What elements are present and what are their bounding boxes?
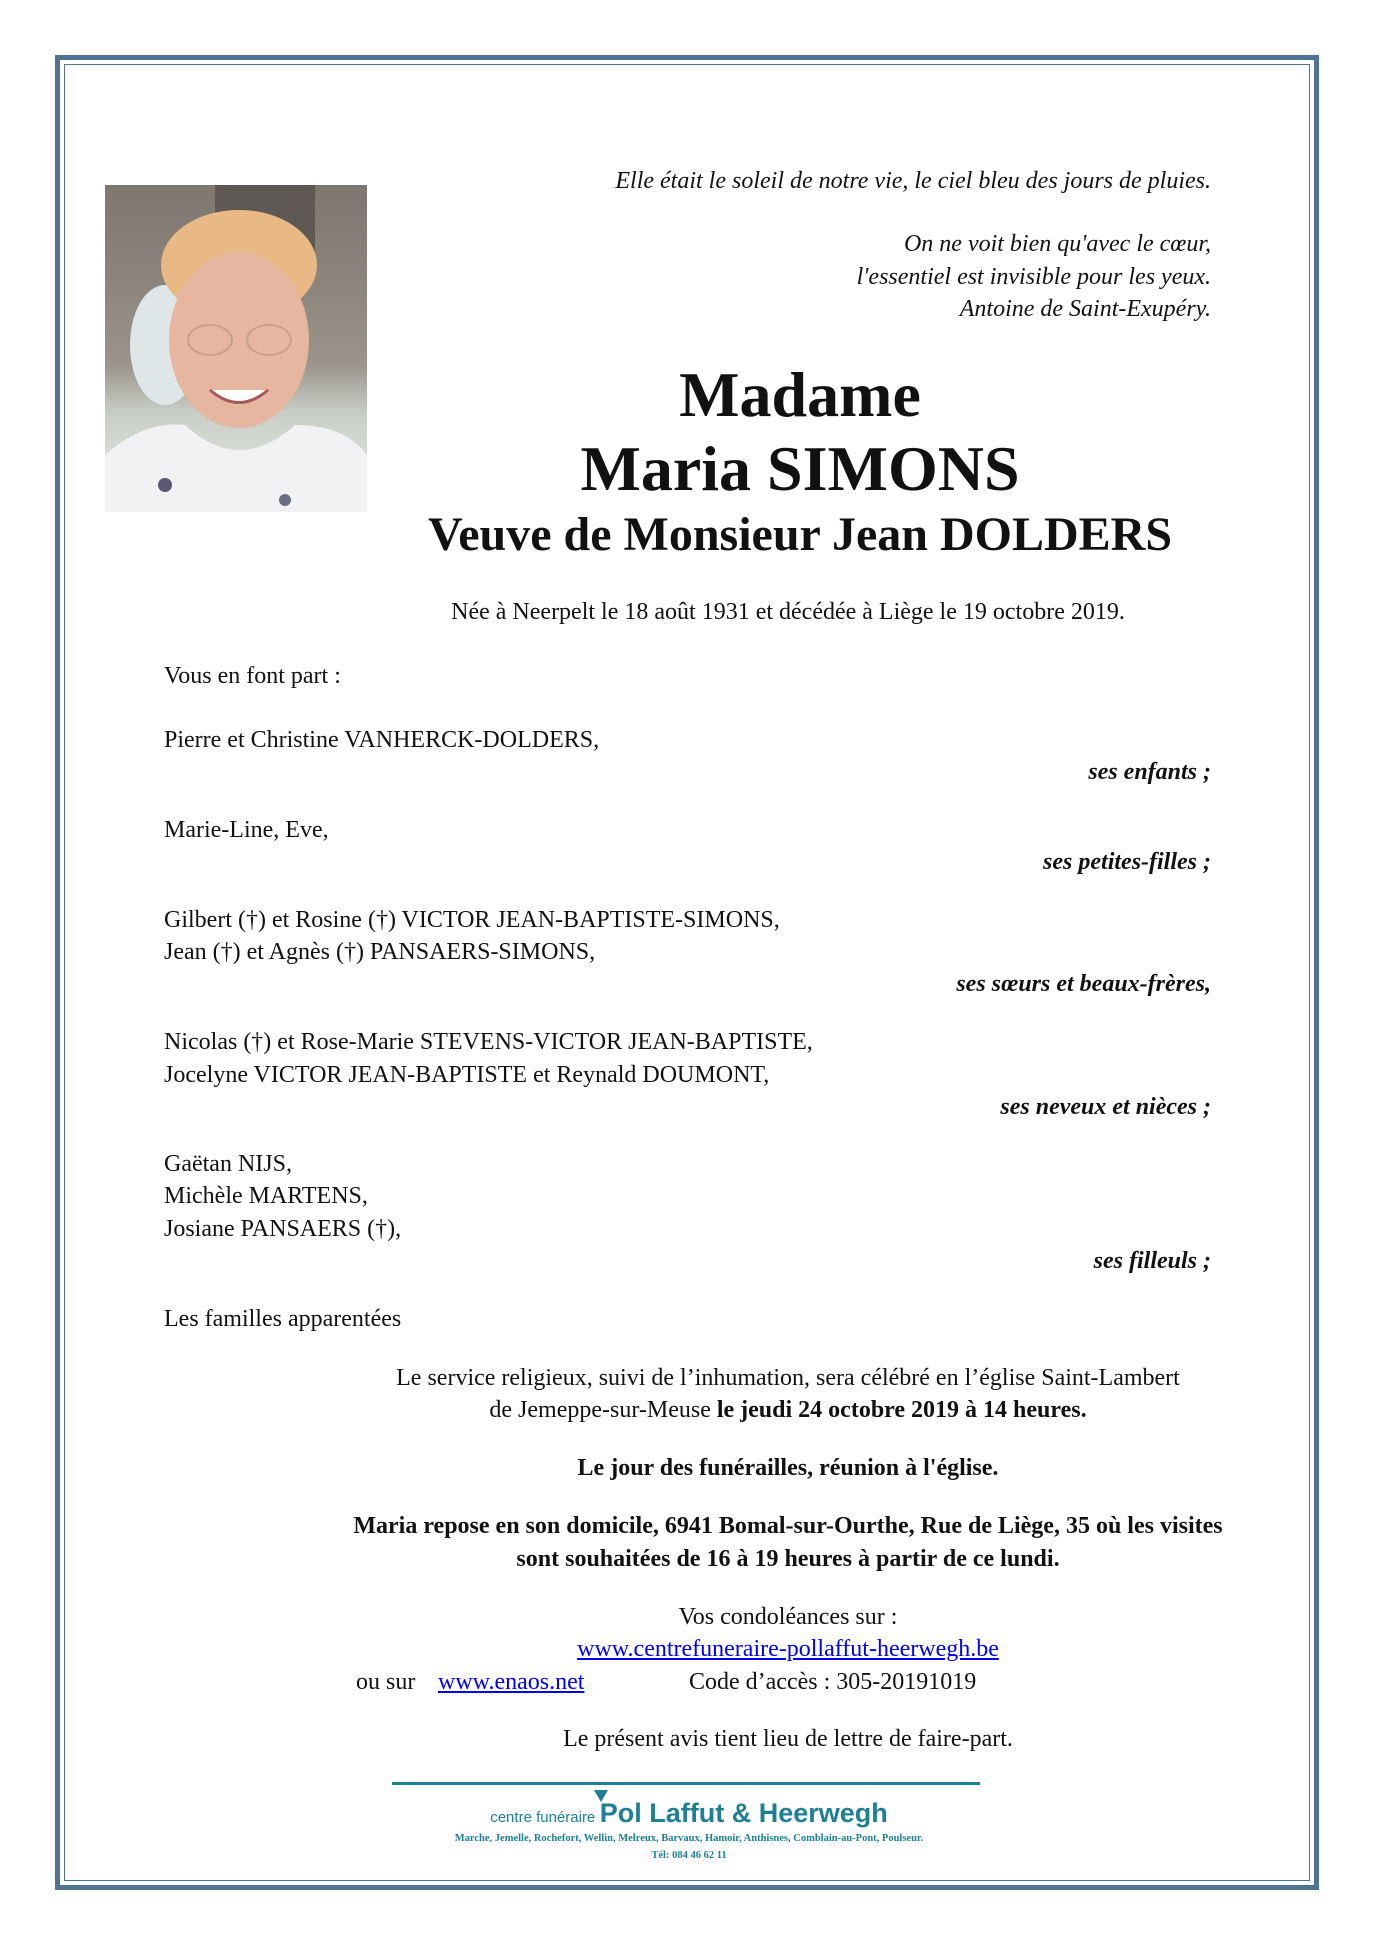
logo-brand: Pol Laffut & Heerwegh: [599, 1798, 888, 1828]
family-name: Josiane PANSAERS (†),: [164, 1216, 402, 1242]
family-relation: ses filleuls ;: [1093, 1248, 1211, 1274]
service-place: de Jemeppe-sur-Meuse: [489, 1397, 717, 1423]
portrait-photo: [105, 185, 367, 512]
family-name: Gaëtan NIJS,: [164, 1151, 292, 1177]
logo-locations: Marche, Jemelle, Rochefort, Wellin, Melreux, Barvaux, Hamoir, Anthisnes, Comblain-au-Pont, Poulseur.: [454, 1833, 924, 1844]
honorific: Madame: [679, 359, 921, 430]
enaos-link[interactable]: www.enaos.net: [438, 1669, 585, 1695]
family-relation: ses enfants ;: [1088, 759, 1211, 785]
widow-of: Veuve de Monsieur Jean DOLDERS: [427, 508, 1173, 561]
family-name: Gilbert (†) et Rosine (†) VICTOR JEAN-BAPTISTE-SIMONS,: [164, 907, 780, 933]
family-name: Jean (†) et Agnès (†) PANSAERS-SIMONS,: [164, 939, 596, 965]
service-line-2: [200, 1394, 1376, 1426]
family-relation: ses petites-filles ;: [1043, 849, 1211, 875]
gathering: Le jour des funérailles, réunion à l'église.: [577, 1455, 999, 1481]
deceased-name: Maria SIMONS: [580, 433, 1020, 504]
enaos-link-wrap: [438, 1666, 584, 1698]
logo-prefix: centre funéraire: [490, 1809, 596, 1826]
related-families: Les familles apparentées: [164, 1306, 402, 1332]
birth-death: Née à Neerpelt le 18 août 1931 et décédée à Liège le 19 octobre 2019.: [451, 599, 1125, 625]
family-name: Michèle MARTENS,: [164, 1183, 368, 1209]
family-name: Jocelyne VICTOR JEAN-BAPTISTE et Reynald DOUMONT,: [164, 1062, 770, 1088]
condolences-label: Vos condoléances sur :: [678, 1604, 898, 1630]
quote-line: l'essentiel est invisible pour les yeux.: [856, 264, 1211, 290]
service-datetime: le jeudi 24 octobre 2019 à 14 heures.: [716, 1397, 1087, 1423]
family-name: Nicolas (†) et Rose-Marie STEVENS-VICTOR JEAN-BAPTISTE,: [164, 1029, 813, 1055]
visits-line-1: Maria repose en son domicile, 6941 Bomal-sur-Ourthe, Rue de Liège, 35 où les visites: [353, 1513, 1223, 1539]
family-relation: ses sœurs et beaux-frères,: [956, 971, 1211, 997]
notice: Le présent avis tient lieu de lettre de faire-part.: [563, 1726, 1013, 1752]
intro: Vous en font part :: [164, 663, 341, 689]
quote-line: Elle était le soleil de notre vie, le ciel bleu des jours de pluies.: [615, 168, 1211, 194]
logo-phone: Tél: 084 46 62 11: [651, 1850, 727, 1861]
quote-author: Antoine de Saint-Exupéry.: [959, 296, 1211, 322]
family-name: Marie-Line, Eve,: [164, 817, 329, 843]
visits-line-2: sont souhaitées de 16 à 19 heures à partir de ce lundi.: [516, 1546, 1060, 1572]
condolences-link-row: [200, 1633, 1376, 1665]
family-relation: ses neveux et nièces ;: [1000, 1094, 1211, 1120]
family-name: Pierre et Christine VANHERCK-DOLDERS,: [164, 727, 600, 753]
quote-line: On ne voit bien qu'avec le cœur,: [903, 231, 1211, 257]
service-line-1: Le service religieux, suivi de l’inhumation, sera célébré en l’église Saint-Lambert: [396, 1365, 1180, 1391]
footer-divider: [392, 1782, 980, 1785]
or-label: ou sur: [356, 1669, 416, 1695]
access-code: Code d’accès : 305-20191019: [689, 1669, 977, 1695]
funeral-home-link[interactable]: www.centrefuneraire-pollaffut-heerwegh.be: [577, 1636, 999, 1662]
